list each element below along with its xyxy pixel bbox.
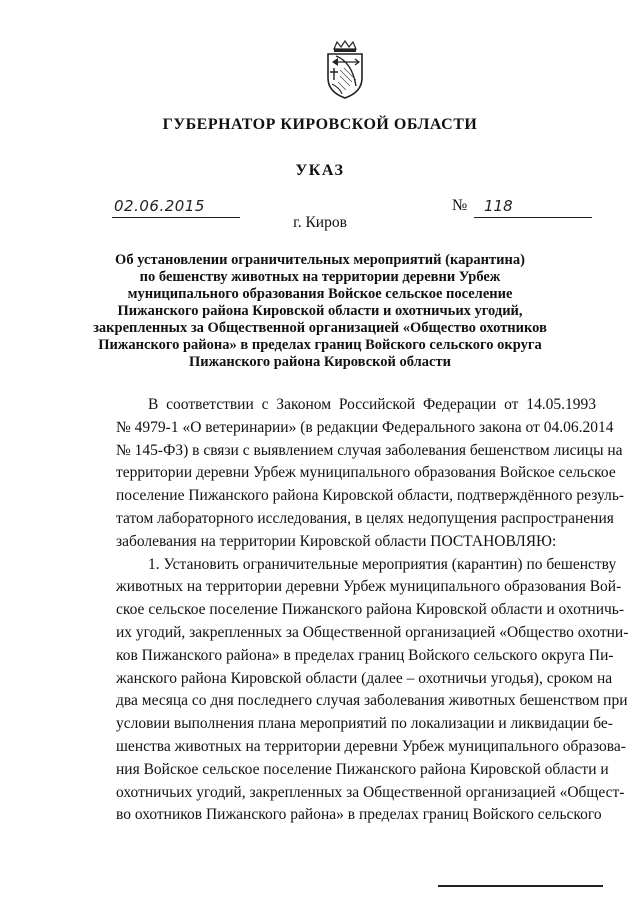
- title-line: закрепленных за Общественной организацией «Общество охотников: [93, 320, 547, 336]
- document-type-heading: УКАЗ: [295, 162, 345, 179]
- body-line: жанского района Кировской области (далее – охотничьи угодья), сроком на: [116, 669, 613, 687]
- body-line: шенства животных на территории деревни Урбеж муниципального образова-: [116, 737, 626, 755]
- body-line: ков Пижанского района» в пределах границ Войского сельского округа Пи-: [116, 646, 614, 664]
- coat-of-arms-emblem: [322, 40, 368, 100]
- footer-rule: [438, 885, 603, 887]
- body-line: ское сельское поселение Пижанского района Кировской области и охотничь-: [116, 601, 625, 619]
- title-line: Пижанского района» в пределах границ Войского сельского округа: [98, 337, 542, 353]
- number-label: №: [452, 197, 468, 214]
- title-line: Пижанского района Кировской области и охотничьих угодий,: [117, 303, 523, 319]
- body-line: № 145-ФЗ) в связи с выявлением случая заболевания бешенством лисицы на: [116, 441, 623, 459]
- handwritten-date: 02.06.2015: [114, 197, 205, 215]
- handwritten-number: 118: [484, 197, 513, 215]
- body-line: татом лабораторного исследования, в целях недопущения распространения: [116, 509, 614, 527]
- city-line: г. Киров: [293, 214, 347, 231]
- body-line: условии выполнения плана мероприятий по локализации и ликвидации бе-: [116, 715, 613, 733]
- title-line: по бешенству животных на территории деревни Урбеж: [139, 269, 501, 285]
- body-line: два месяца со дня последнего случая заболевания животных бешенством при: [116, 692, 628, 710]
- decree-body: [116, 394, 629, 827]
- title-line: муниципального образования Войское сельское поселение: [127, 286, 513, 302]
- body-line: 1. Установить ограничительные мероприятия (карантин) по бешенству: [148, 555, 617, 573]
- body-line: территории деревни Урбеж муниципального образования Войское сельское: [116, 464, 616, 482]
- body-line: во охотников Пижанского района» в пределах границ Войского сельского: [116, 806, 602, 824]
- body-line: поселение Пижанского района Кировской области, подтверждённого резуль-: [116, 487, 625, 505]
- title-line: Пижанского района Кировской области: [189, 354, 451, 370]
- body-line: охотничьих угодий, закрепленных за Общественной организацией «Общест-: [116, 783, 625, 801]
- body-line: В соответствии с Законом Российской Федерации от 14.05.1993: [148, 396, 596, 413]
- decree-title: [70, 252, 570, 371]
- body-line: заболевания на территории Кировской области ПОСТАНОВЛЯЮ:: [116, 532, 557, 550]
- title-line: Об установлении ограничительных мероприятий (карантина): [115, 252, 525, 268]
- issuing-authority-heading: ГУБЕРНАТОР КИРОВСКОЙ ОБЛАСТИ: [162, 116, 478, 133]
- body-line: животных на территории деревни Урбеж муниципального образования Вой-: [116, 578, 622, 596]
- body-line: № 4979-1 «О ветеринарии» (в редакции Федерального закона от 04.06.2014: [116, 418, 614, 436]
- body-line: ния Войское сельское поселение Пижанского района Кировской области и: [116, 760, 609, 778]
- body-line: их угодий, закрепленных за Общественной организацией «Общество охотни-: [116, 623, 629, 641]
